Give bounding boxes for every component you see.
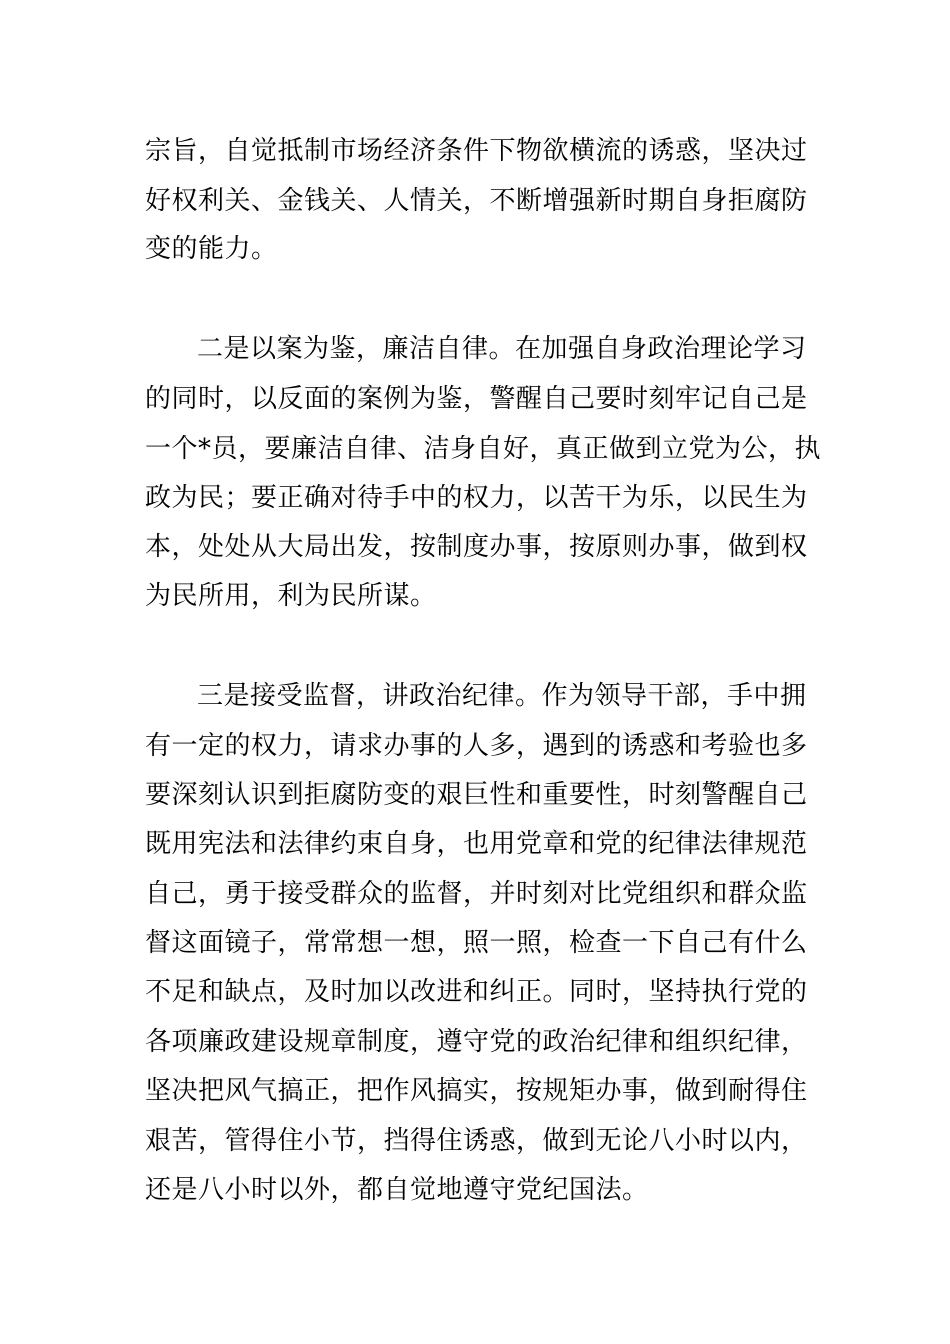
paragraph-3-line-9: 坚决把风气搞正，把作风搞实，按规矩办事，做到耐得住 [145, 1076, 808, 1106]
paragraph-1-line-2: 好权利关、金钱关、人情关，不断增强新时期自身拒腐防 [145, 186, 808, 216]
paragraph-3-line-4: 既用宪法和法律约束自身，也用党章和党的纪律法律规范 [145, 829, 808, 859]
paragraph-3-line-3: 要深刻认识到拒腐防变的艰巨性和重要性，时刻警醒自己 [145, 780, 808, 810]
paragraph-3-line-10: 艰苦，管得住小节，挡得住诱惑，做到无论八小时以内， [145, 1126, 808, 1156]
paragraph-3-line-7: 不足和缺点，及时加以改进和纠正。同时，坚持执行党的 [145, 977, 808, 1007]
paragraph-3-line-1: 三是接受监督，讲政治纪律。作为领导干部，手中拥 [197, 681, 807, 711]
paragraph-3-line-5: 自己，勇于接受群众的监督，并时刻对比党组织和群众监 [145, 879, 808, 909]
paragraph-2-line-4: 政为民；要正确对待手中的权力，以苦干为乐，以民生为 [145, 483, 808, 513]
paragraph-3-line-8: 各项廉政建设规章制度，遵守党的政治纪律和组织纪律， [145, 1027, 808, 1057]
paragraph-2-line-2: 的同时，以反面的案例为鉴，警醒自己要时刻牢记自己是 [145, 384, 808, 414]
paragraph-2-line-5: 本，处处从大局出发，按制度办事，按原则办事，做到权 [145, 532, 808, 562]
paragraph-2-line-3: 一个*员，要廉洁自律、洁身自好，真正做到立党为公，执 [145, 434, 822, 464]
paragraph-3-line-2: 有一定的权力，请求办事的人多，遇到的诱惑和考验也多 [145, 731, 808, 761]
paragraph-3-line-11: 还是八小时以外，都自觉地遵守党纪国法。 [145, 1175, 649, 1205]
paragraph-1-line-1: 宗旨，自觉抵制市场经济条件下物欲横流的诱惑，坚决过 [145, 136, 808, 166]
paragraph-2-line-1: 二是以案为鉴，廉洁自律。在加强自身政治理论学习 [197, 334, 807, 364]
paragraph-1-line-3: 变的能力。 [145, 234, 278, 264]
paragraph-2-line-6: 为民所用，利为民所谋。 [145, 581, 437, 611]
paragraph-3-line-6: 督这面镜子，常常想一想，照一照，检查一下自己有什么 [145, 928, 808, 958]
